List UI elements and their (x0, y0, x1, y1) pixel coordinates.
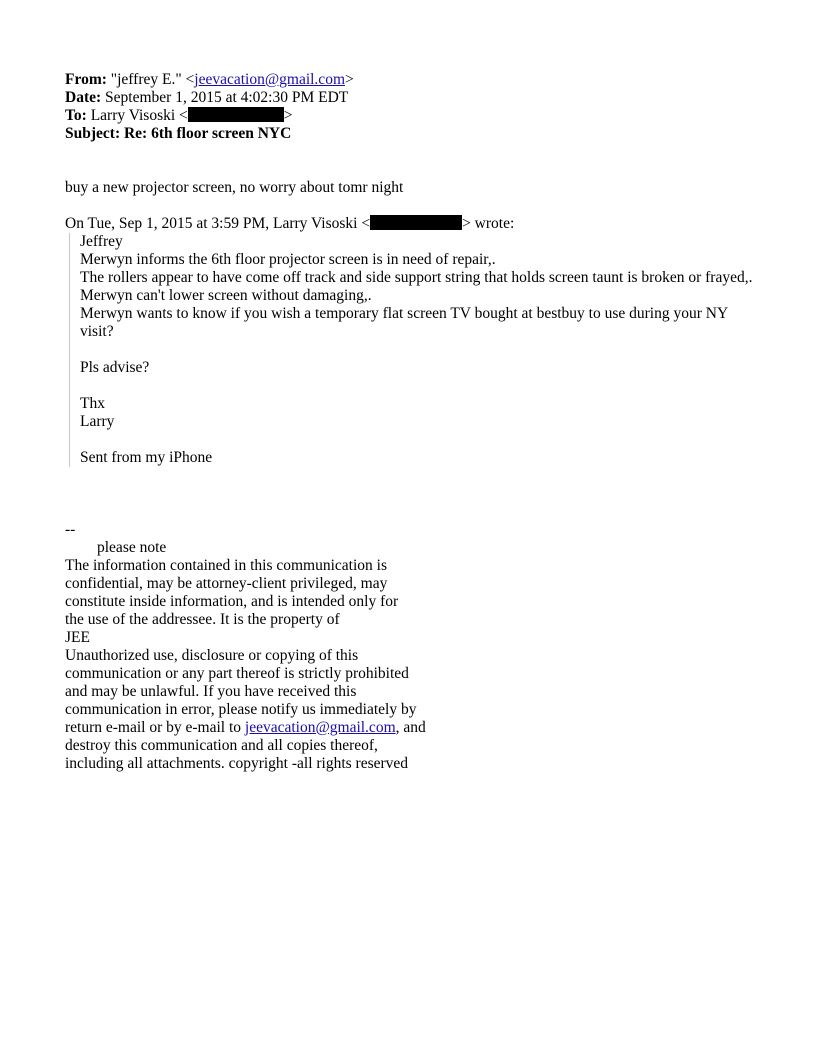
quoted-line: The rollers appear to have come off track and side support string that holds screen taunt is broken or frayed,. (80, 269, 753, 286)
disclaimer-line: The information contained in this communication is (65, 557, 387, 574)
from-label: From: (65, 71, 107, 88)
reply-body: buy a new projector screen, no worry about tomr night (65, 179, 404, 196)
email-header (65, 71, 765, 143)
email-disclaimer (65, 521, 765, 773)
attribution-start: On Tue, Sep 1, 2015 at 3:59 PM, Larry Visoski < (65, 215, 371, 232)
disclaimer-line: the use of the addressee. It is the property of (65, 611, 340, 628)
quoted-line: Merwyn informs the 6th floor projector screen is in need of repair,. (80, 251, 496, 268)
quoted-message (69, 233, 760, 467)
disclaimer-line: including all attachments. copyright -all rights reserved (65, 755, 409, 772)
disclaimer-email-link[interactable]: jeevacation@gmail.com (244, 719, 396, 736)
to-label: To: (65, 107, 87, 124)
subject-line (65, 125, 765, 143)
quoted-line: Merwyn wants to know if you wish a temporary flat screen TV bought at bestbuy to use during your NY visit? (80, 305, 728, 340)
quoted-signature: Larry (80, 413, 115, 430)
disclaimer-line: communication or any part thereof is strictly prohibited (65, 665, 409, 682)
signature-dashes: -- (65, 521, 76, 538)
from-close: > (345, 71, 354, 88)
disclaimer-line: communication in error, please notify us immediately by (65, 701, 417, 718)
quoted-line: Jeffrey (80, 233, 123, 250)
redacted-sender-email (370, 215, 462, 230)
quoted-sent-from: Sent from my iPhone (80, 449, 213, 466)
from-name: "jeffrey E." < (110, 71, 195, 88)
to-name: Larry Visoski < (90, 107, 188, 124)
disclaimer-return-line (65, 719, 765, 737)
redacted-to-email (188, 107, 284, 122)
quoted-thanks: Thx (80, 395, 105, 412)
to-line (65, 107, 765, 125)
disclaimer-line: JEE (65, 629, 90, 646)
return-end: , and (395, 719, 426, 736)
to-close: > (283, 107, 293, 124)
disclaimer-line: and may be unlawful. If you have received this (65, 683, 357, 700)
date-label: Date: (65, 89, 102, 106)
from-email-link[interactable]: jeevacation@gmail.com (194, 71, 345, 88)
date-value: September 1, 2015 at 4:02:30 PM EDT (105, 89, 349, 106)
disclaimer-line: Unauthorized use, disclosure or copying of this (65, 647, 359, 664)
disclaimer-line: constitute inside information, and is intended only for (65, 593, 399, 610)
quoted-line: Merwyn can't lower screen without damaging,. (80, 287, 372, 304)
return-text: return e-mail or by e-mail to (65, 719, 245, 736)
quoted-advise: Pls advise? (80, 359, 150, 376)
disclaimer-line: destroy this communication and all copies thereof, (65, 737, 378, 754)
attribution-end: > wrote: (462, 215, 515, 232)
subject-value: Re: 6th floor screen NYC (123, 125, 292, 142)
date-line (65, 89, 765, 107)
subject-label: Subject: (65, 125, 121, 142)
disclaimer-note: please note (97, 539, 167, 556)
email-document (65, 71, 765, 773)
from-line (65, 71, 765, 89)
quote-attribution (65, 215, 765, 233)
disclaimer-line: confidential, may be attorney-client privileged, may (65, 575, 388, 592)
